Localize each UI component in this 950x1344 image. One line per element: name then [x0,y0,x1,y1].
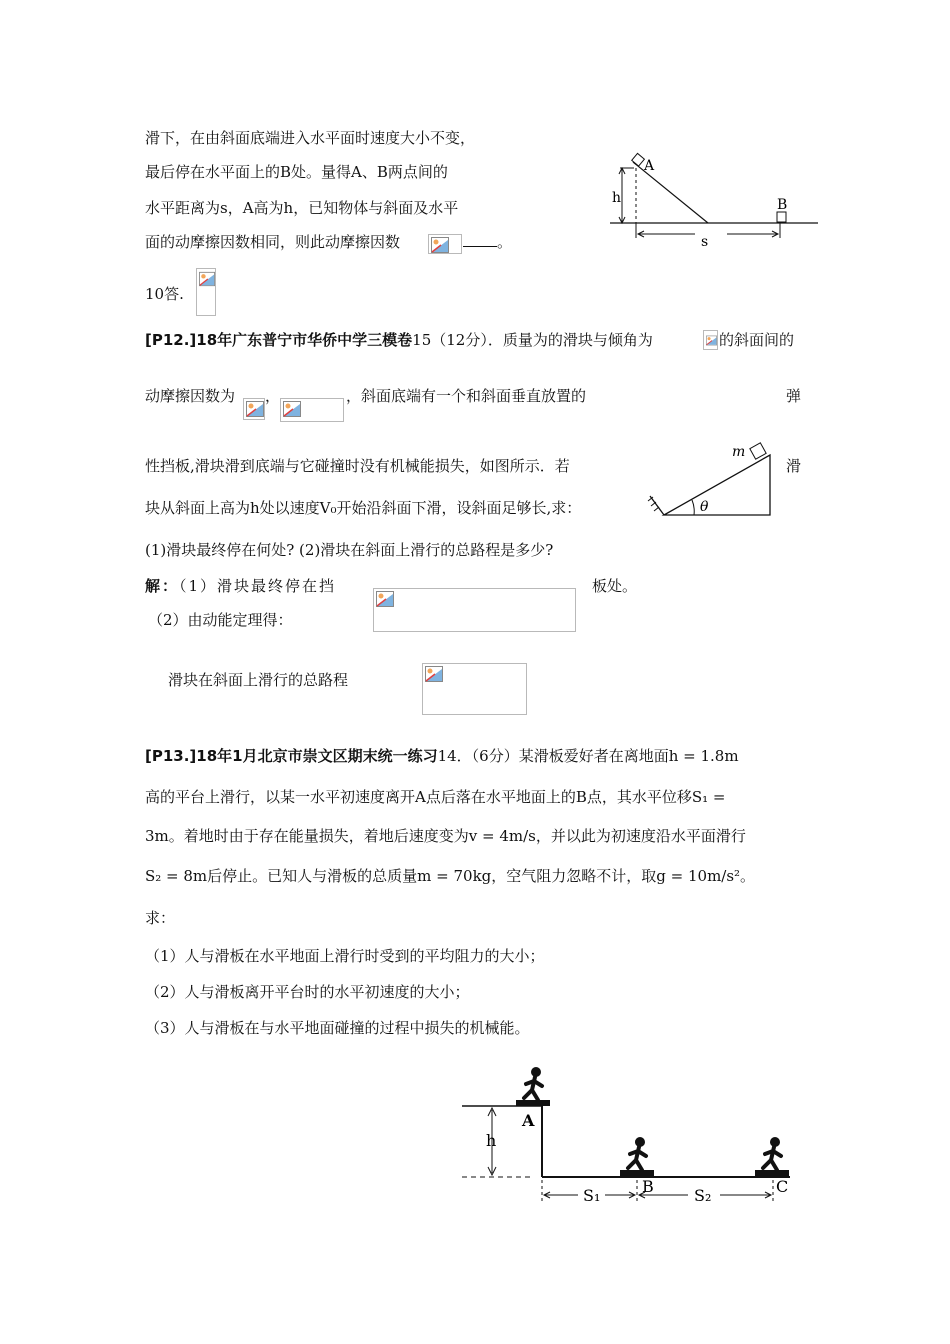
p12-solution-line: 滑块在斜面上滑行的总路程 [168,671,349,689]
p12-solution-fragment: 板处。 [592,577,638,595]
p11-text-line: 滑下，在由斜面底端进入水平面时速度大小不变， [145,129,476,147]
formula-image-placeholder [280,398,344,422]
label-s: s [701,234,709,250]
label-theta: θ [700,499,709,515]
p12-text-fragment: 15（12分）．质量为的滑块与倾角为 [412,331,653,349]
p12-solution-fragment: （1）滑块最终停在挡 [179,577,337,595]
skater-b [620,1137,654,1176]
p12-text-line: 动摩擦因数为 [145,387,236,405]
label-a: A [522,1111,535,1130]
p12-solution-line: （2）由动能定理得： [148,611,293,629]
skater-c [755,1137,789,1176]
p11-text-line [145,232,400,252]
sliding-block [750,443,766,459]
p12-text-fragment: 弹 [786,387,802,405]
formula-image-placeholder [196,268,216,316]
p13-text-fragment: 14．（6分）某滑板爱好者在离地面h = 1.8m [437,747,739,765]
label-m: m [732,444,746,460]
label-s1: S₁ [583,1186,601,1205]
p12-text-fragment: 滑 [786,457,802,475]
p12-text-line: 块从斜面上高为h处以速度V₀开始沿斜面下滑，设斜面足够长,求： [145,499,582,517]
skater-a [516,1067,550,1106]
broken-image-icon [706,333,717,348]
answer-blank [463,232,497,247]
formula-image-placeholder [243,398,265,420]
solution-label: 解： [145,577,180,595]
broken-image-icon [425,666,443,682]
barrier-hatch [654,507,659,511]
p13-text-line: S₂ = 8m后停止。已知人与滑板的总质量m = 70kg，空气阻力忽略不计，取g = 10m/s²。 [145,867,756,885]
answer-label: 10答. [145,285,184,303]
formula-image-placeholder [703,330,718,350]
p12-solution-line [145,576,336,596]
p13-text-line: 高的平台上滑行，以某一水平初速度离开A点后落在水平地面上的B点，其水平位移S₁ = [145,788,726,806]
skateboard-figure [460,1060,810,1210]
p13-text-line: 3m。着地时由于存在能量损失，着地后速度变为v = 4m/s，并以此为初速度沿水平面滑行 [145,827,746,845]
p13-question: （3）人与滑板在与水平地面碰撞的过程中损失的机械能。 [145,1019,530,1037]
p11-text-line: 最后停在水平面上的B处。量得A、B两点间的 [145,163,448,181]
broken-image-icon [199,271,215,287]
incline-barrier-figure [642,440,777,520]
p11-text-fragment: 。 [497,233,513,251]
p13-question: （1）人与滑板在水平地面上滑行时受到的平均阻力的大小； [145,947,545,965]
label-s2: S₂ [694,1186,712,1205]
broken-image-icon [431,237,449,253]
p12-text-line: 的斜面间的 [719,331,795,349]
p11-text-line [463,232,512,252]
p13-question: （2）人与滑板离开平台时的水平初速度的大小； [145,983,470,1001]
p12-questions-line: (1)滑块最终停在何处? (2)滑块在斜面上滑行的总路程是多少? [145,541,554,559]
label-h: h [486,1131,497,1150]
label-b: B [642,1177,654,1196]
p12-text-fragment: ， [265,387,281,405]
angle-arc [692,500,694,515]
formula-image-placeholder [428,234,462,254]
incline-figure [600,150,825,250]
p12-text-line: ，斜面底端有一个和斜面垂直放置的 [346,387,587,405]
incline-triangle [664,455,770,515]
p11-text-line: 水平距离为s，A高为h，已知物体与斜面及水平 [145,199,459,217]
label-h: h [612,190,622,206]
p11-text-fragment: 面的动摩擦因数相同，则此动摩擦因数 [145,233,401,251]
block-b [777,212,786,222]
p12-heading-line [145,330,653,350]
p12-text-line: 性挡板,滑块滑到底端与它碰撞时没有机械能损失，如图所示．若 [145,457,570,475]
label-c: C [776,1177,789,1196]
p13-source-tag: [P13.]18年1月北京市崇文区期末统一练习 [145,747,438,765]
label-b: B [777,197,788,213]
formula-image-placeholder [422,663,527,715]
block-a [632,153,645,166]
label-a: A [644,158,655,174]
p13-heading-line [145,746,739,766]
p13-text-line: 求： [145,909,176,927]
formula-image-placeholder [373,588,576,632]
broken-image-icon [283,401,301,417]
broken-image-icon [376,591,394,607]
p12-source-tag: [P12.]18年广东普宁市华侨中学三模卷 [145,331,413,349]
broken-image-icon [246,401,264,417]
